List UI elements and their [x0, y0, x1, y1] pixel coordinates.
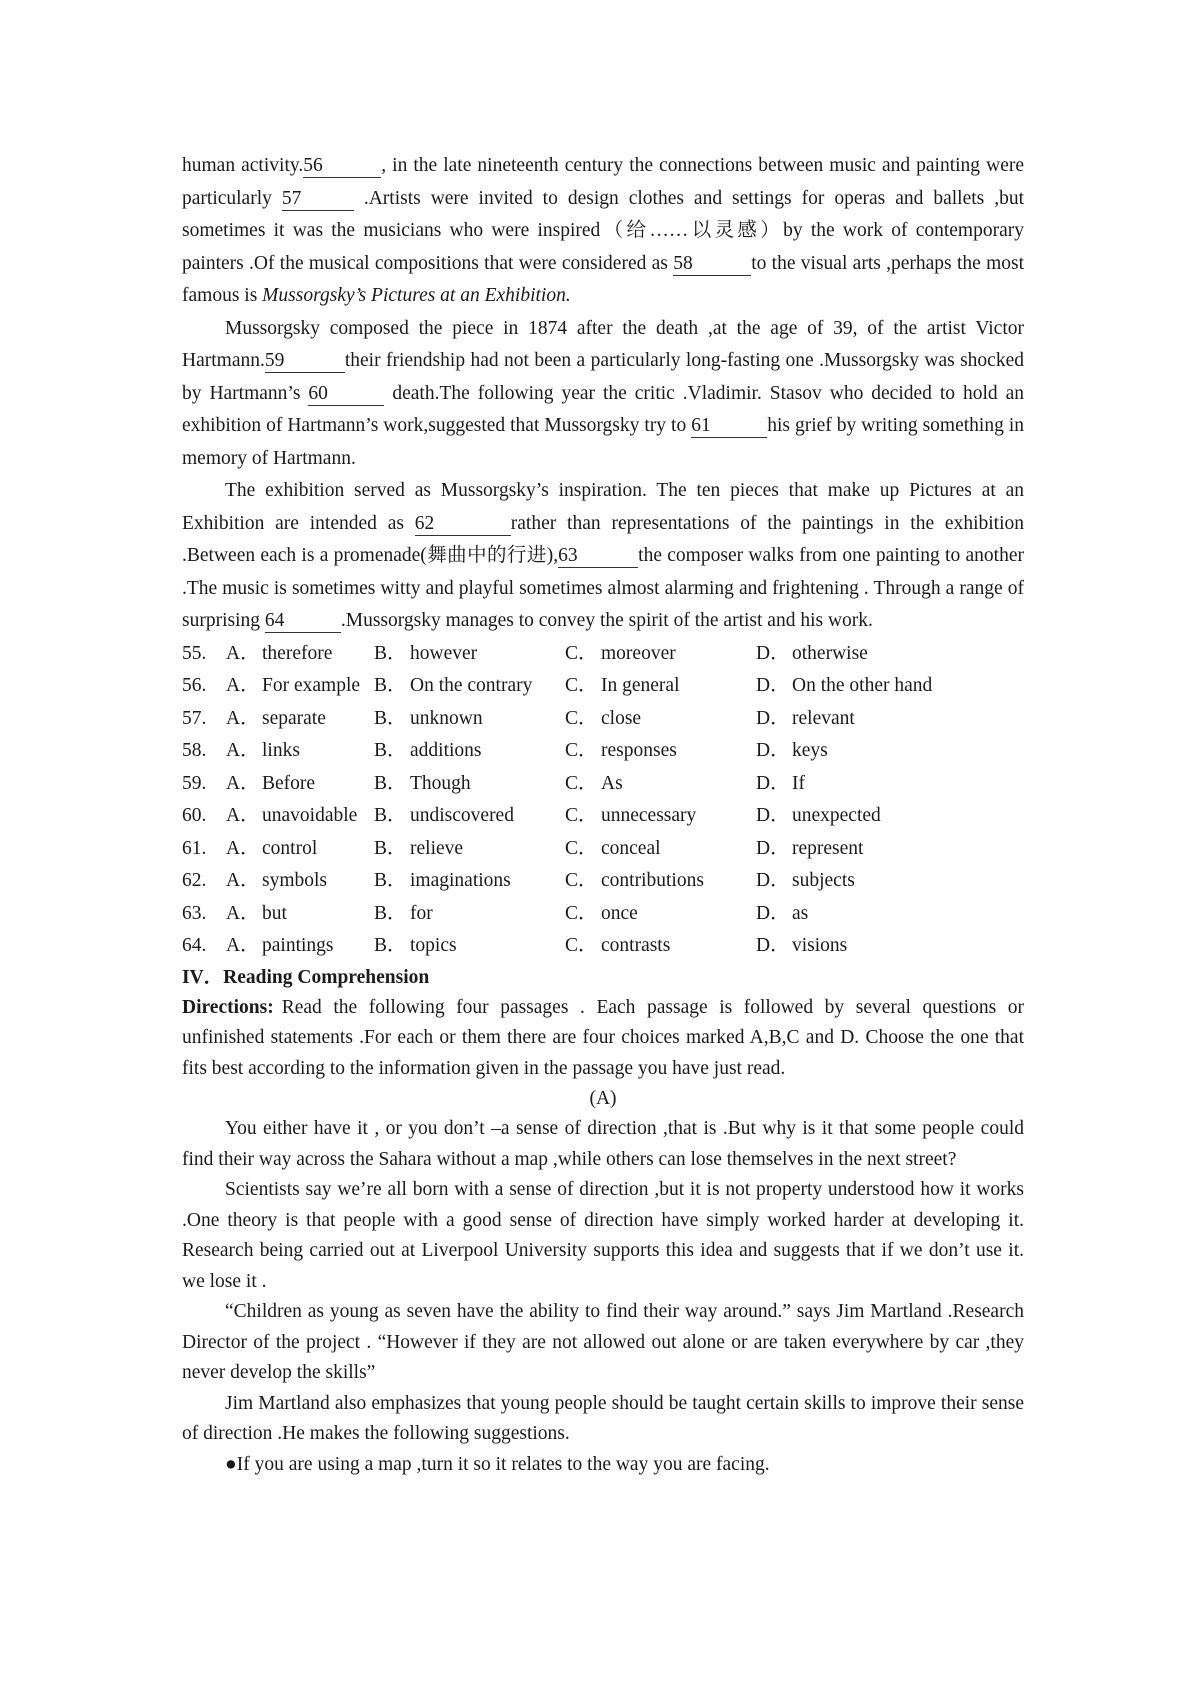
option-letter: B． [374, 935, 407, 956]
option-a [226, 768, 374, 801]
option-text: visions [792, 935, 848, 956]
option-letter: C． [565, 902, 598, 924]
option-letter: A． [226, 870, 260, 891]
option-d [756, 800, 956, 833]
option-b [374, 703, 565, 736]
option-letter: B． [374, 837, 407, 859]
blank-59: 59 [265, 350, 345, 373]
blank-58: 58 [673, 253, 751, 276]
option-text: additions [410, 740, 482, 761]
option-text: for [410, 902, 433, 924]
option-d [756, 638, 956, 671]
option-letter: C． [565, 740, 598, 761]
option-b [374, 898, 565, 931]
option-c [565, 735, 756, 768]
blank-64: 64 [265, 610, 341, 633]
option-b [374, 735, 565, 768]
option-text: separate [262, 707, 326, 729]
option-letter: C． [565, 707, 598, 729]
option-letter: C． [565, 870, 598, 891]
option-b [374, 833, 565, 866]
blank-62: 62 [415, 513, 511, 536]
option-text: imaginations [410, 870, 511, 891]
cloze-paragraph-2: Mussorgsky composed the piece in 1874 after the death ,at the age of 39, of the artist Victor Hartmann.59 their friendship had not been a particularly long-fasting one .Mussorgsky was shocked by Hartmann’s 60 death.The following year the critic .Vladimir. Stasov who decided to hold an exhibition of Hartmann’s work,suggested that Mussorgsky try to 61 his grief by writing something in memory of Hartmann. [182, 317, 1025, 469]
option-b [374, 670, 565, 703]
option-c [565, 930, 756, 963]
blank-63: 63 [558, 545, 638, 568]
question-row [182, 833, 1024, 866]
directions-label: Directions: [182, 996, 274, 1018]
option-letter: D． [756, 675, 790, 696]
option-letter: D． [756, 642, 790, 664]
option-letter: C． [565, 805, 598, 826]
option-b [374, 930, 565, 963]
option-c [565, 833, 756, 866]
passage-a-paragraph-1: You either have it , or you don’t –a sense of direction ,that is .But why is it that some people could find their way across the Sahara without a map ,while others can lose themselves in the next street? [182, 1118, 1024, 1170]
option-text: For example [262, 675, 361, 696]
option-text: Though [410, 772, 471, 794]
option-text: unknown [410, 707, 483, 729]
option-letter: A． [226, 837, 260, 859]
option-letter: D． [756, 740, 790, 761]
option-letter: A． [226, 707, 260, 729]
option-a [226, 833, 374, 866]
bullet-item: ●If you are using a map ,turn it so it relates to the way you are facing. [225, 1453, 770, 1475]
question-row [182, 703, 1024, 736]
option-letter: A． [226, 772, 260, 794]
option-text: keys [792, 740, 828, 761]
option-text: but [262, 902, 287, 924]
option-text: In general [601, 675, 680, 696]
question-number: 57. [182, 707, 207, 729]
option-text: links [262, 740, 300, 761]
piece-title: Mussorgsky’s Pictures at an Exhibition. [262, 285, 571, 306]
option-letter: B． [374, 642, 407, 664]
option-letter: B． [374, 707, 407, 729]
cloze-paragraph-1: human activity.56 , in the late nineteenth century the connections between music and painting were particularly 57 .Artists were invited to design clothes and settings for operas and ballets ,but sometimes it was the musicians who were inspired（给……以灵感）by the work of contemporary painters .Of the musical compositions that were considered as 58 to the visual arts ,perhaps the most famous is Mussorgsky’s Pictures at an Exhibition. [182, 155, 1024, 306]
option-b [374, 638, 565, 671]
option-a [226, 930, 374, 963]
question-row [182, 898, 1024, 931]
answer-options [182, 638, 1024, 963]
option-text: represent [792, 837, 864, 859]
option-letter: D． [756, 772, 790, 794]
option-d [756, 898, 956, 931]
option-text: however [410, 642, 478, 664]
question-number: 60. [182, 805, 207, 826]
passage-a-paragraph-2: Scientists say we’re all born with a sense of direction ,but it is not property understood how it works .One theory is that people with a good sense of direction have simply worked harder at developing it. Research being carried out at Liverpool University supports this idea and suggests that if we don’t use it. we lose it . [182, 1179, 1024, 1292]
option-c [565, 670, 756, 703]
section-heading: IV．Reading Comprehension [182, 966, 430, 988]
question-row [182, 735, 1024, 768]
option-text: On the other hand [792, 675, 933, 696]
blank-56: 56 [303, 155, 381, 178]
passage-a-paragraph-4: Jim Martland also emphasizes that young people should be taught certain skills to improve their sense of direction .He makes the following suggestions. [182, 1392, 1024, 1444]
question-number: 59. [182, 772, 207, 794]
directions: Directions: Read the following four passages . Each passage is followed by several questions or unfinished statements .For each or them there are four choices marked A,B,C and D. Choose the one that fits best according to the information given in the passage you have just read. [182, 996, 1024, 1079]
option-text: relieve [410, 837, 464, 859]
option-letter: A． [226, 642, 260, 664]
option-letter: A． [226, 805, 260, 826]
option-text: topics [410, 935, 457, 956]
option-letter: D． [756, 837, 790, 859]
question-row [182, 865, 1024, 898]
option-d [756, 930, 956, 963]
option-c [565, 898, 756, 931]
option-letter: B． [374, 805, 407, 826]
option-d [756, 833, 956, 866]
option-letter: C． [565, 772, 598, 794]
option-a [226, 898, 374, 931]
option-text: contributions [601, 870, 704, 891]
option-b [374, 865, 565, 898]
option-text: once [601, 902, 638, 924]
option-letter: B． [374, 675, 407, 696]
option-a [226, 638, 374, 671]
question-row [182, 800, 1024, 833]
option-text: therefore [262, 642, 333, 664]
option-letter: C． [565, 675, 598, 696]
option-d [756, 735, 956, 768]
blank-61: 61 [691, 415, 767, 438]
option-a [226, 703, 374, 736]
option-letter: B． [374, 870, 407, 891]
cloze-paragraph-3: The exhibition served as Mussorgsky’s inspiration. The ten pieces that make up Pictures at an Exhibition are intended as 62 rather than representations of the paintings in the exhibition .Between each is a promenade(舞曲中的行进),63 the composer walks from one painting to another .The music is sometimes witty and playful sometimes almost alarming and frightening . Through a range of surprising 64 .Mussorgsky manages to convey the spirit of the artist and his work. [182, 480, 1024, 631]
question-number: 62. [182, 870, 207, 891]
option-letter: B． [374, 772, 407, 794]
option-text: control [262, 837, 318, 859]
passage-a-paragraph-3: “Children as young as seven have the ability to find their way around.” says Jim Martland .Research Director of the project . “However if they are not allowed out alone or are taken everywhere by car ,they never develop the skills” [182, 1301, 1024, 1383]
option-text: Before [262, 772, 316, 794]
option-b [374, 768, 565, 801]
option-c [565, 768, 756, 801]
option-letter: C． [565, 935, 598, 956]
option-text: As [601, 772, 623, 794]
option-letter: A． [226, 935, 260, 956]
option-a [226, 735, 374, 768]
option-d [756, 865, 956, 898]
option-text: close [601, 707, 642, 729]
option-b [374, 800, 565, 833]
option-c [565, 800, 756, 833]
option-d [756, 768, 956, 801]
option-text: relevant [792, 707, 855, 729]
option-text: unnecessary [601, 805, 697, 826]
option-text: conceal [601, 837, 661, 859]
option-text: paintings [262, 935, 334, 956]
option-letter: D． [756, 902, 790, 924]
option-c [565, 703, 756, 736]
option-text: If [792, 772, 805, 794]
option-letter: D． [756, 870, 790, 891]
option-letter: D． [756, 935, 790, 956]
blank-57: 57 [282, 188, 354, 211]
question-row [182, 768, 1024, 801]
option-text: contrasts [601, 935, 671, 956]
option-text: as [792, 902, 809, 924]
option-c [565, 865, 756, 898]
option-letter: C． [565, 837, 598, 859]
question-number: 56. [182, 675, 207, 696]
question-number: 63. [182, 902, 207, 924]
question-number: 55. [182, 642, 207, 664]
blank-60: 60 [308, 383, 384, 406]
passage-label: (A) [589, 1088, 617, 1109]
question-number: 64. [182, 935, 207, 956]
option-letter: D． [756, 805, 790, 826]
option-a [226, 800, 374, 833]
option-a [226, 670, 374, 703]
option-letter: A． [226, 740, 260, 761]
option-letter: A． [226, 902, 260, 924]
question-row [182, 638, 1024, 671]
option-letter: B． [374, 740, 407, 761]
question-row [182, 670, 1024, 703]
document-page [182, 150, 1024, 1480]
question-number: 61. [182, 837, 207, 859]
option-d [756, 670, 956, 703]
option-letter: A． [226, 675, 260, 696]
option-text: moreover [601, 642, 676, 664]
option-text: unavoidable [262, 805, 358, 826]
option-text: otherwise [792, 642, 868, 664]
option-text: responses [601, 740, 677, 761]
option-text: subjects [792, 870, 855, 891]
question-row [182, 930, 1024, 963]
option-text: symbols [262, 870, 328, 891]
option-letter: C． [565, 642, 598, 664]
option-text: undiscovered [410, 805, 514, 826]
option-a [226, 865, 374, 898]
option-d [756, 703, 956, 736]
option-text: unexpected [792, 805, 881, 826]
option-c [565, 638, 756, 671]
option-text: On the contrary [410, 675, 533, 696]
option-letter: B． [374, 902, 407, 924]
option-letter: D． [756, 707, 790, 729]
bullet-icon: ● [225, 1453, 237, 1475]
question-number: 58. [182, 740, 207, 761]
